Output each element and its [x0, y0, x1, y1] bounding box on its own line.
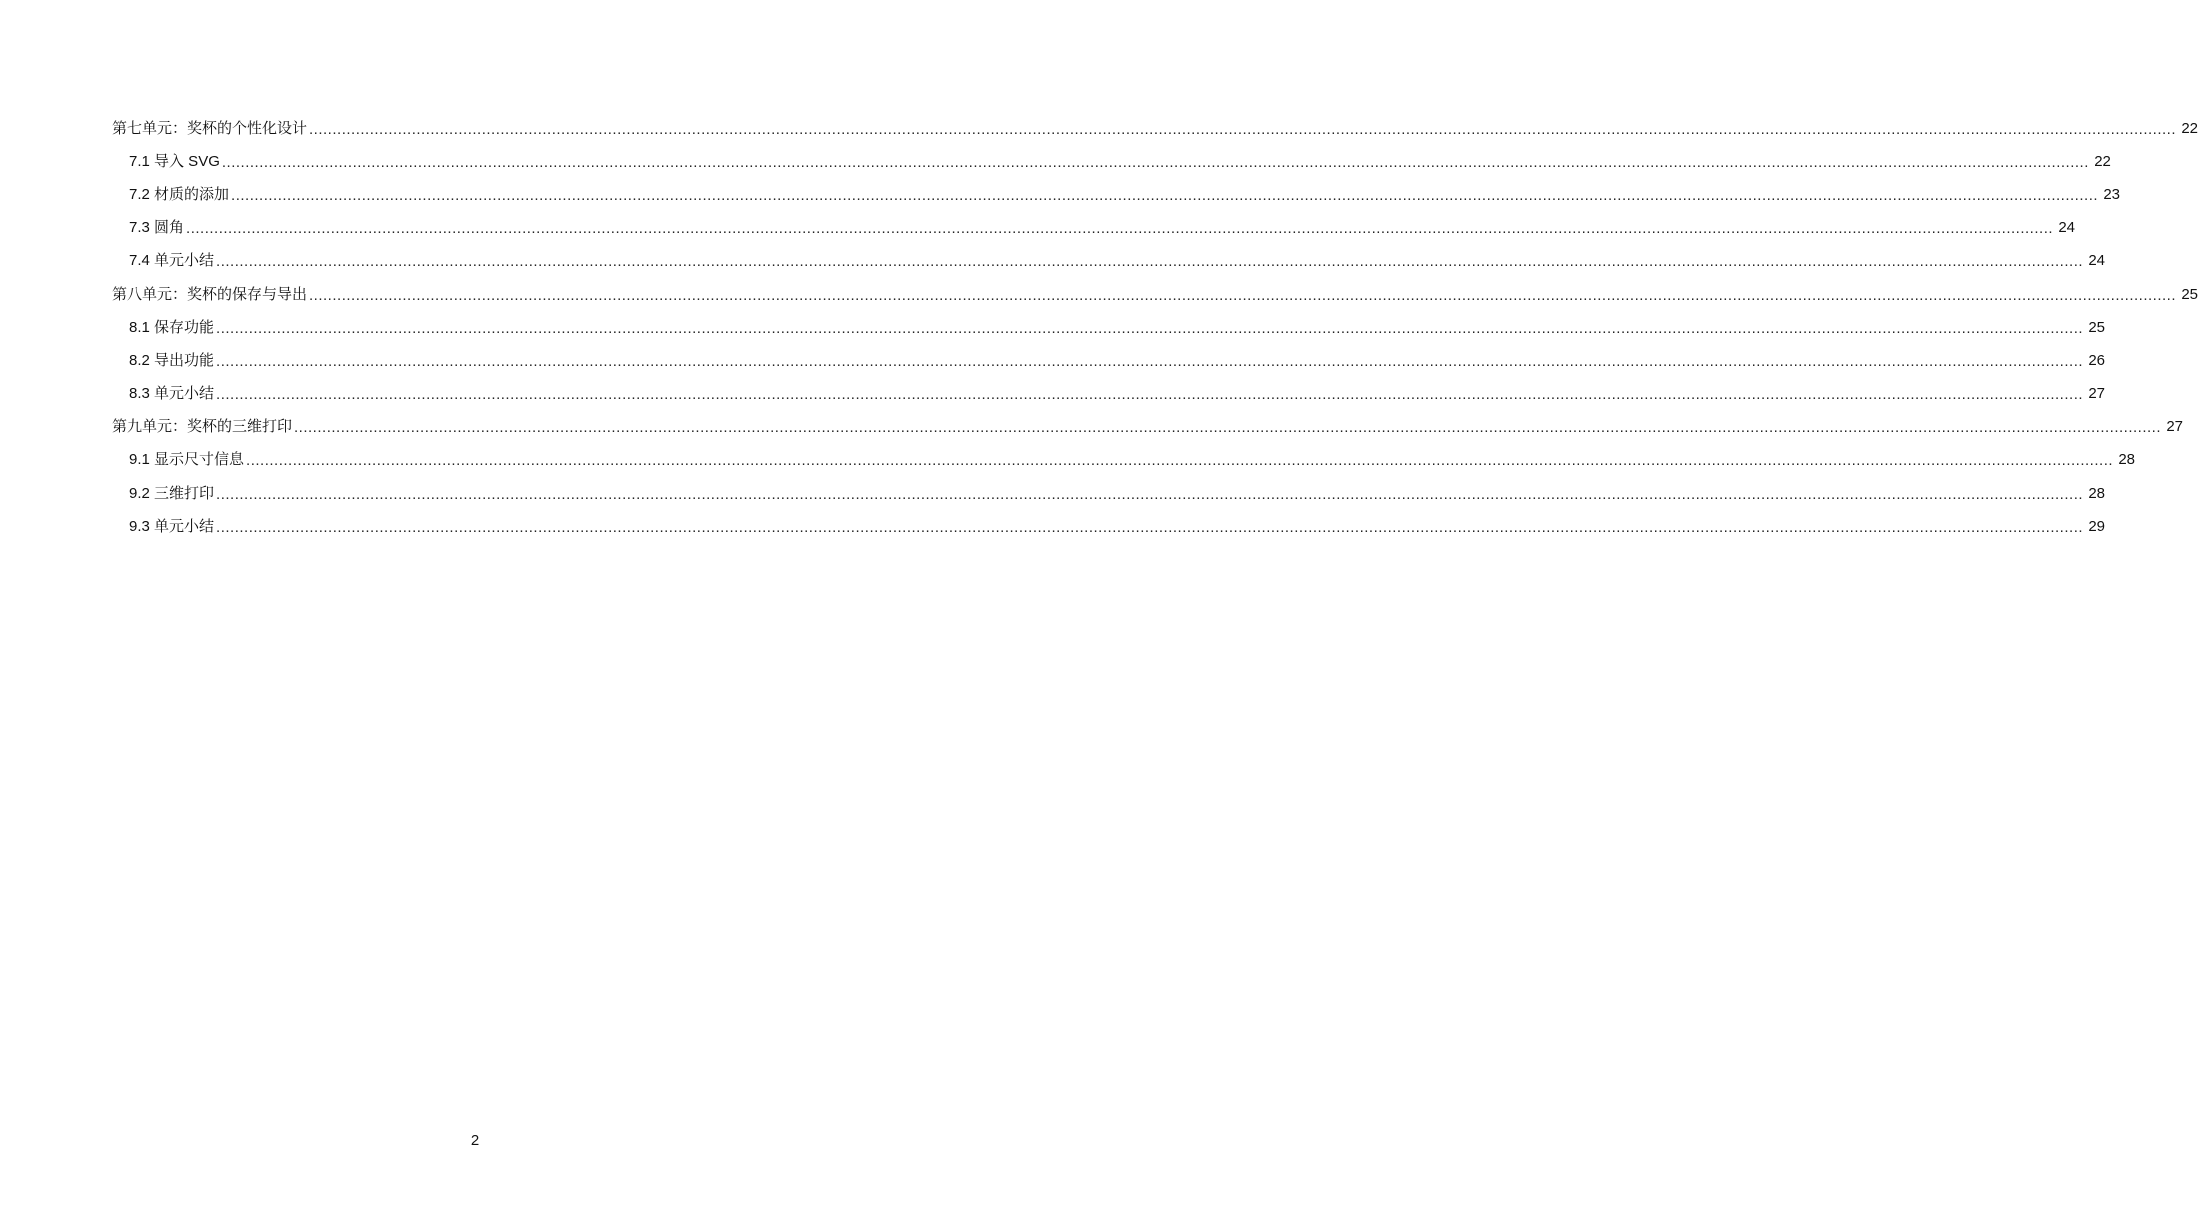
toc-entry-page: 23: [2103, 185, 2121, 203]
toc-entry-page: 26: [2088, 351, 2106, 369]
toc-entry[interactable]: [112, 278, 2198, 311]
toc-dot-leader: ................................................................................................................................................................................................................................................................................................................................................................................................................: [216, 352, 2084, 370]
toc-entry-title: 7.4 单元小结: [129, 252, 215, 270]
toc-entry-title: 7.2 材质的添加: [129, 185, 230, 203]
toc-entry-page: 22: [2094, 152, 2111, 170]
toc-entry-title: 8.1 保存功能: [129, 318, 215, 336]
toc-entry-title: 7.3 圆角: [129, 219, 185, 237]
toc-entry-title: 8.3 单元小结: [129, 385, 215, 403]
toc-dot-leader: ................................................................................................................................................................................................................................................................................................................................................................................................................: [216, 319, 2084, 337]
toc-dot-leader: ................................................................................................................................................................................................................................................................................................................................................................................................................: [294, 419, 2162, 437]
toc-entry[interactable]: [112, 245, 2106, 278]
toc-entry[interactable]: [112, 311, 2106, 344]
toc-entry-title: 9.2 三维打印: [129, 484, 215, 502]
toc-dot-leader: ................................................................................................................................................................................................................................................................................................................................................................................................................: [216, 386, 2084, 404]
toc-entry[interactable]: [112, 444, 2136, 477]
toc-dot-leader: ................................................................................................................................................................................................................................................................................................................................................................................................................: [309, 120, 2177, 138]
toc-dot-leader: ................................................................................................................................................................................................................................................................................................................................................................................................................: [309, 286, 2177, 304]
toc-entry-page: 29: [2088, 517, 2106, 535]
toc-entry-title: 7.1 导入 SVG: [129, 152, 220, 170]
toc-entry[interactable]: [112, 477, 2106, 510]
toc-dot-leader: ................................................................................................................................................................................................................................................................................................................................................................................................................: [221, 153, 2089, 171]
toc-entry-page: 25: [2088, 318, 2106, 336]
toc-entry[interactable]: [112, 145, 2111, 178]
table-of-contents: [112, 112, 2198, 543]
toc-dot-leader: ................................................................................................................................................................................................................................................................................................................................................................................................................: [186, 220, 2054, 238]
toc-entry[interactable]: [112, 112, 2198, 145]
toc-entry[interactable]: [112, 378, 2106, 411]
toc-dot-leader: ................................................................................................................................................................................................................................................................................................................................................................................................................: [216, 253, 2084, 271]
toc-entry-page: 27: [2088, 385, 2106, 403]
toc-dot-leader: ................................................................................................................................................................................................................................................................................................................................................................................................................: [216, 518, 2084, 536]
toc-entry-title: 9.3 单元小结: [129, 517, 215, 535]
toc-entry[interactable]: [112, 178, 2121, 211]
toc-entry-page: 24: [2088, 252, 2106, 270]
toc-entry-title: 第七单元：奖杯的个性化设计: [112, 119, 308, 137]
toc-entry-page: 22: [2181, 119, 2198, 137]
toc-entry-title: 第九单元：奖杯的三维打印: [112, 418, 293, 436]
toc-entry[interactable]: [112, 212, 2076, 245]
toc-dot-leader: ................................................................................................................................................................................................................................................................................................................................................................................................................: [246, 452, 2114, 470]
page-number: 2: [470, 1132, 480, 1149]
toc-entry-page: 27: [2166, 418, 2184, 436]
toc-entry-page: 25: [2181, 285, 2198, 303]
toc-entry-page: 28: [2118, 451, 2136, 469]
toc-entry[interactable]: [112, 344, 2106, 377]
toc-entry-page: 28: [2088, 484, 2106, 502]
toc-entry-page: 24: [2058, 219, 2076, 237]
toc-entry-title: 第八单元：奖杯的保存与导出: [112, 285, 308, 303]
toc-dot-leader: ................................................................................................................................................................................................................................................................................................................................................................................................................: [231, 186, 2099, 204]
toc-entry-title: 9.1 显示尺寸信息: [129, 451, 245, 469]
toc-entry-title: 8.2 导出功能: [129, 351, 215, 369]
toc-entry[interactable]: [112, 411, 2184, 444]
toc-entry[interactable]: [112, 510, 2106, 543]
toc-dot-leader: ................................................................................................................................................................................................................................................................................................................................................................................................................: [216, 485, 2084, 503]
